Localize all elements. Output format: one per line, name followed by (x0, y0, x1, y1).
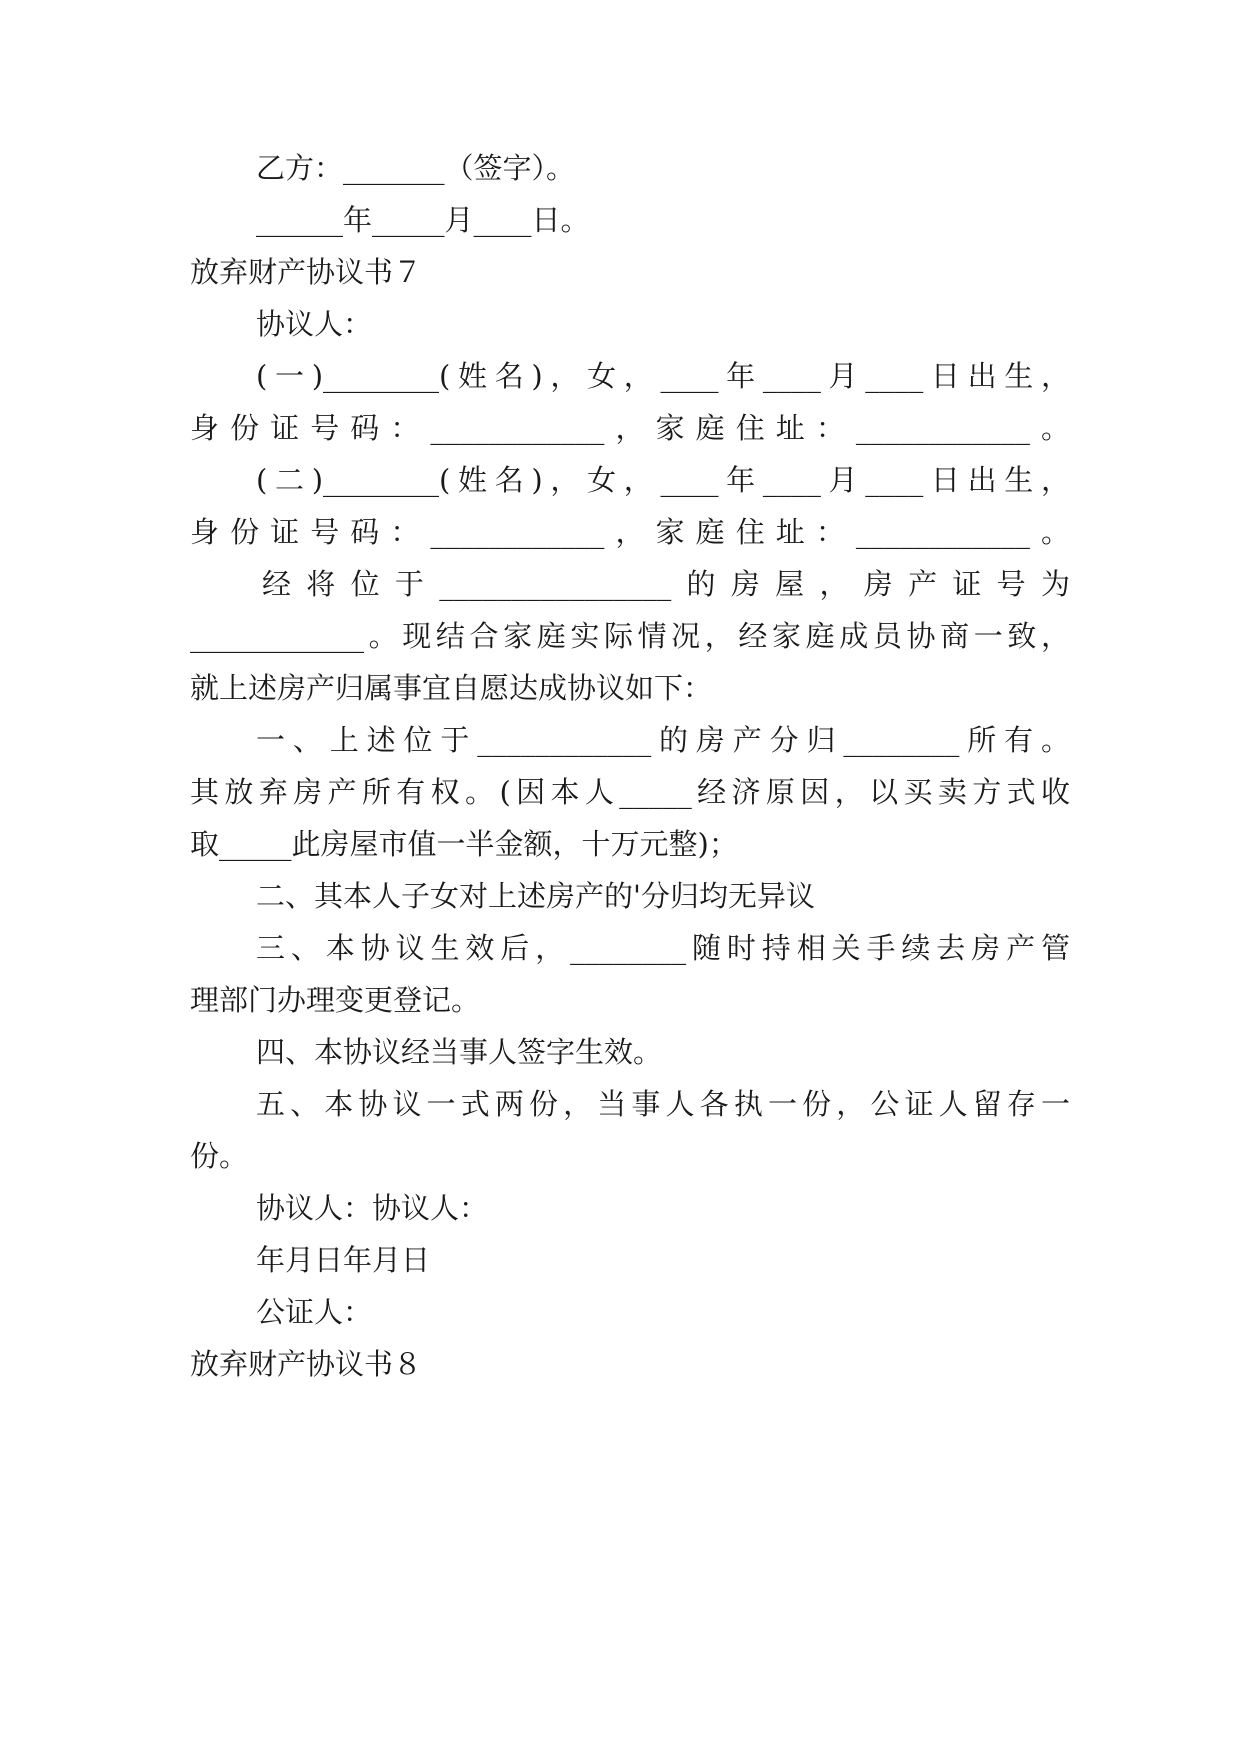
clause-four: 四、本协议经当事人签字生效。 (256, 1035, 663, 1069)
paragraph-text: 就上述房产归属事宜自愿达成协议如下： (190, 671, 713, 705)
paragraph-text: 经将位于________________的房屋，房产证号为 (262, 567, 1070, 601)
section-heading: 放弃财产协议书８ (190, 1347, 423, 1381)
clause-five: 五、本协议一式两份，当事人各执一份，公证人留存一 (256, 1087, 1070, 1121)
party-two-id-line: 身份证号码：____________，家庭住址：____________。 (190, 515, 1070, 549)
date-line: ______年_____月____日。 (256, 203, 590, 237)
party-b-signature-line: 乙方：_______（签字）。 (256, 151, 576, 185)
clause-two: 二、其本人子女对上述房产的'分归均无异议 (256, 879, 815, 913)
notary-line: 公证人： (256, 1295, 373, 1329)
signature-date-line: 年月日年月日 (256, 1243, 431, 1277)
paragraph-parties-label: 协议人： (256, 307, 373, 341)
section-heading: 放弃财产协议书７ (190, 255, 423, 289)
clause-one-continued: 其放弃房产所有权。(因本人_____经济原因，以买卖方式收 (190, 775, 1070, 809)
clause-one: 一、上述位于____________的房产分归________所有。 (256, 723, 1070, 757)
party-one-line: (一)________(姓名)，女，____年____月____日出生， (256, 359, 1070, 393)
paragraph-text: ____________。现结合家庭实际情况，经家庭成员协商一致， (190, 619, 1070, 653)
clause-three: 三、本协议生效后，________随时持相关手续去房产管 (256, 931, 1070, 965)
party-two-line: (二)________(姓名)，女，____年____月____日出生， (256, 463, 1070, 497)
signatories-line: 协议人：协议人： (256, 1191, 489, 1225)
clause-three-continued: 理部门办理变更登记。 (190, 983, 481, 1017)
clause-one-continued: 取_____此房屋市值一半金额，十万元整)； (190, 827, 738, 861)
party-one-id-line: 身份证号码：____________，家庭住址：____________。 (190, 411, 1070, 445)
clause-five-continued: 份。 (190, 1139, 249, 1173)
